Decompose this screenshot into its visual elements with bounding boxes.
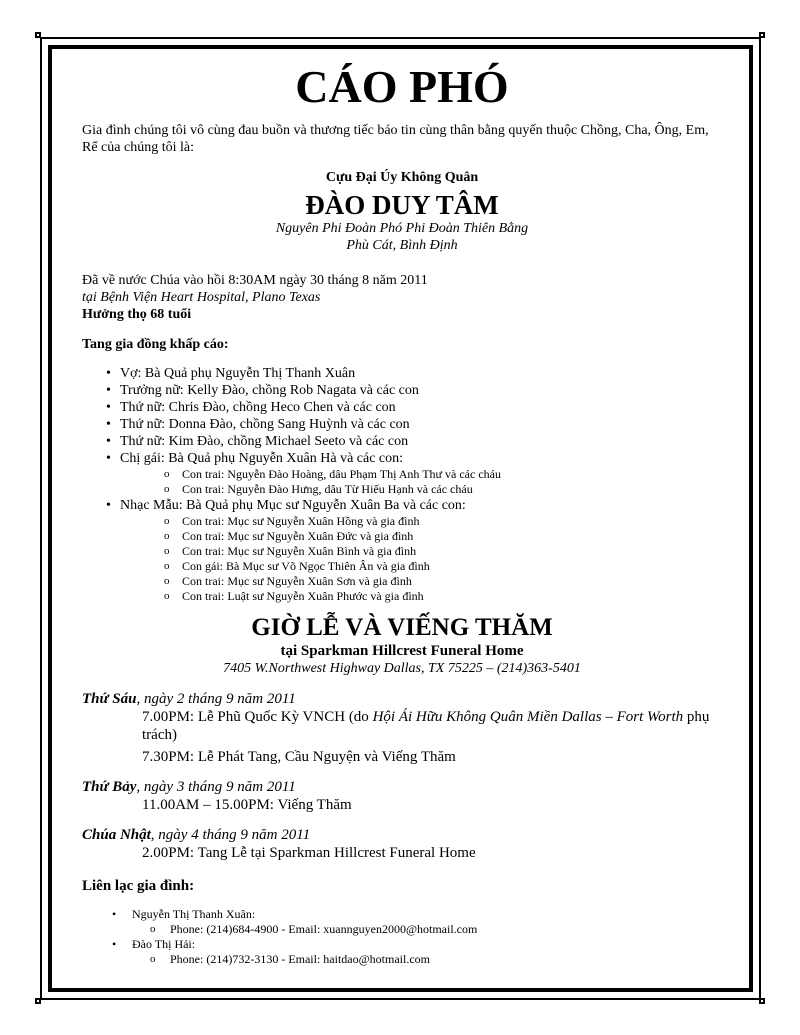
family-member — [106, 416, 722, 433]
age-line: Hưởng thọ 68 tuổi — [82, 307, 192, 322]
service-day-date: , ngày 2 tháng 9 năm 2011 — [136, 691, 296, 707]
family-heading: Tang gia đồng khấp cáo: — [82, 337, 229, 352]
family-sub-member: o Con trai: Nguyễn Đào Hoàng, dâu Phạm Thị Anh Thư và các cháu — [164, 467, 722, 482]
contact-item — [112, 907, 722, 937]
service-event-organizer: Hội Ái Hữu Không Quân Miền Dallas – Fort Worth — [372, 709, 684, 725]
obituary-content — [82, 60, 722, 967]
death-line: Đã về nước Chúa vào hồi 8:30AM ngày 30 tháng 8 năm 2011 — [82, 273, 428, 288]
rank-line: Cựu Đại Úy Không Quân — [325, 170, 479, 185]
service-day-name: Chúa Nhật — [82, 827, 151, 843]
service-day-date: , ngày 4 tháng 9 năm 2011 — [150, 827, 311, 843]
family-sub-member: o Con trai: Nguyễn Đào Hưng, dâu Từ Hiếu Hạnh và các cháu — [164, 482, 722, 497]
family-sub-member: o Con trai: Mục sư Nguyễn Xuân Đức và gia đình — [164, 529, 722, 544]
family-sub-member: o Con trai: Mục sư Nguyễn Xuân Bình và gia đình — [164, 544, 722, 559]
intro-text: Gia đình chúng tôi vô cùng đau buồn và thương tiếc báo tin cùng thân bằng quyến thuộc Chồng, Cha, Ông, Em, Rể của chúng tôi là: — [82, 123, 709, 155]
contact-name: Đào Thị Hải: — [132, 937, 196, 951]
family-member — [106, 433, 722, 450]
family-member — [106, 382, 722, 399]
family-sub-member: o Con trai: Mục sư Nguyễn Xuân Hồng và gia đình — [164, 514, 722, 529]
family-member — [106, 450, 722, 497]
family-member-text: Thứ nữ: Chris Đào, chồng Heco Chen và các con — [120, 400, 396, 415]
family-member-text: Chị gái: Bà Quả phụ Nguyễn Xuân Hà và các con: — [120, 451, 404, 466]
family-list — [82, 365, 722, 604]
service-event — [82, 844, 722, 862]
address-line: 7405 W.Northwest Highway Dallas, TX 75225 – (214)363-5401 — [223, 661, 581, 676]
contact-detail: o Phone: (214)684-4900 - Email: xuannguyen2000@hotmail.com — [150, 922, 722, 937]
service-event — [82, 708, 722, 744]
service-day-name: Thứ Bảy — [82, 779, 137, 795]
family-sub-member: o Con trai: Mục sư Nguyễn Xuân Sơn và gia đình — [164, 574, 722, 589]
death-place: tại Bệnh Viện Heart Hospital, Plano Texas — [82, 290, 321, 305]
service-event-text: 2.00PM: Tang Lễ tại Sparkman Hillcrest Funeral Home — [142, 845, 476, 861]
family-sublist — [120, 514, 722, 604]
contact-details — [132, 952, 722, 967]
border-corner — [759, 32, 765, 38]
contact-heading: Liên lạc gia đình: — [82, 878, 195, 894]
service-event — [82, 796, 722, 814]
service-heading: GIỜ LỄ VÀ VIẾNG THĂM — [251, 614, 553, 641]
service-event — [82, 748, 722, 766]
service-day — [82, 690, 722, 708]
contact-detail: o Phone: (214)732-3130 - Email: haitdao@hotmail.com — [150, 952, 722, 967]
border-corner — [759, 998, 765, 1004]
family-sublist — [120, 467, 722, 497]
family-sub-member: o Con gái: Bà Mục sư Võ Ngọc Thiên Ân và gia đình — [164, 559, 722, 574]
contact-list — [82, 907, 722, 967]
deceased-name: ĐÀO DUY TÂM — [305, 190, 499, 220]
family-member — [106, 365, 722, 382]
service-day-date: , ngày 3 tháng 9 năm 2011 — [136, 779, 296, 795]
service-day — [82, 826, 722, 844]
contact-item — [112, 937, 722, 967]
service-event-text: 7.30PM: Lễ Phát Tang, Cầu Nguyện và Viếng Thăm — [142, 749, 456, 765]
service-event-text: phụ trách) — [142, 709, 710, 743]
page-title: CÁO PHÓ — [295, 61, 509, 112]
family-member — [106, 497, 722, 604]
family-sub-member: o Con trai: Luật sư Nguyễn Xuân Phước và gia đình — [164, 589, 722, 604]
position-line-2: Phù Cát, Bình Định — [346, 238, 458, 253]
service-event-text: 11.00AM – 15.00PM: Viếng Thăm — [142, 797, 352, 813]
contact-name: Nguyễn Thị Thanh Xuân: — [132, 907, 256, 921]
family-member-text: Vợ: Bà Quả phụ Nguyễn Thị Thanh Xuân — [120, 366, 356, 381]
service-schedule — [82, 690, 722, 862]
service-day-name: Thứ Sáu — [82, 691, 137, 707]
family-member-text: Trưởng nữ: Kelly Đào, chồng Rob Nagata và các con — [120, 383, 419, 398]
family-member-text: Thứ nữ: Kim Đào, chồng Michael Seeto và các con — [120, 434, 409, 449]
position-line-1: Nguyên Phi Đoàn Phó Phi Đoàn Thiên Bằng — [275, 221, 529, 236]
service-day — [82, 778, 722, 796]
venue-line: tại Sparkman Hillcrest Funeral Home — [280, 643, 524, 659]
border-corner — [35, 998, 41, 1004]
border-corner — [35, 32, 41, 38]
family-member-text: Thứ nữ: Donna Đào, chồng Sang Huỳnh và các con — [120, 417, 410, 432]
contact-details — [132, 922, 722, 937]
family-member-text: Nhạc Mẫu: Bà Quả phụ Mục sư Nguyễn Xuân Ba và các con: — [120, 498, 466, 513]
service-event-text: 7.00PM: Lễ Phũ Quốc Kỳ VNCH (do — [142, 709, 373, 725]
family-member — [106, 399, 722, 416]
